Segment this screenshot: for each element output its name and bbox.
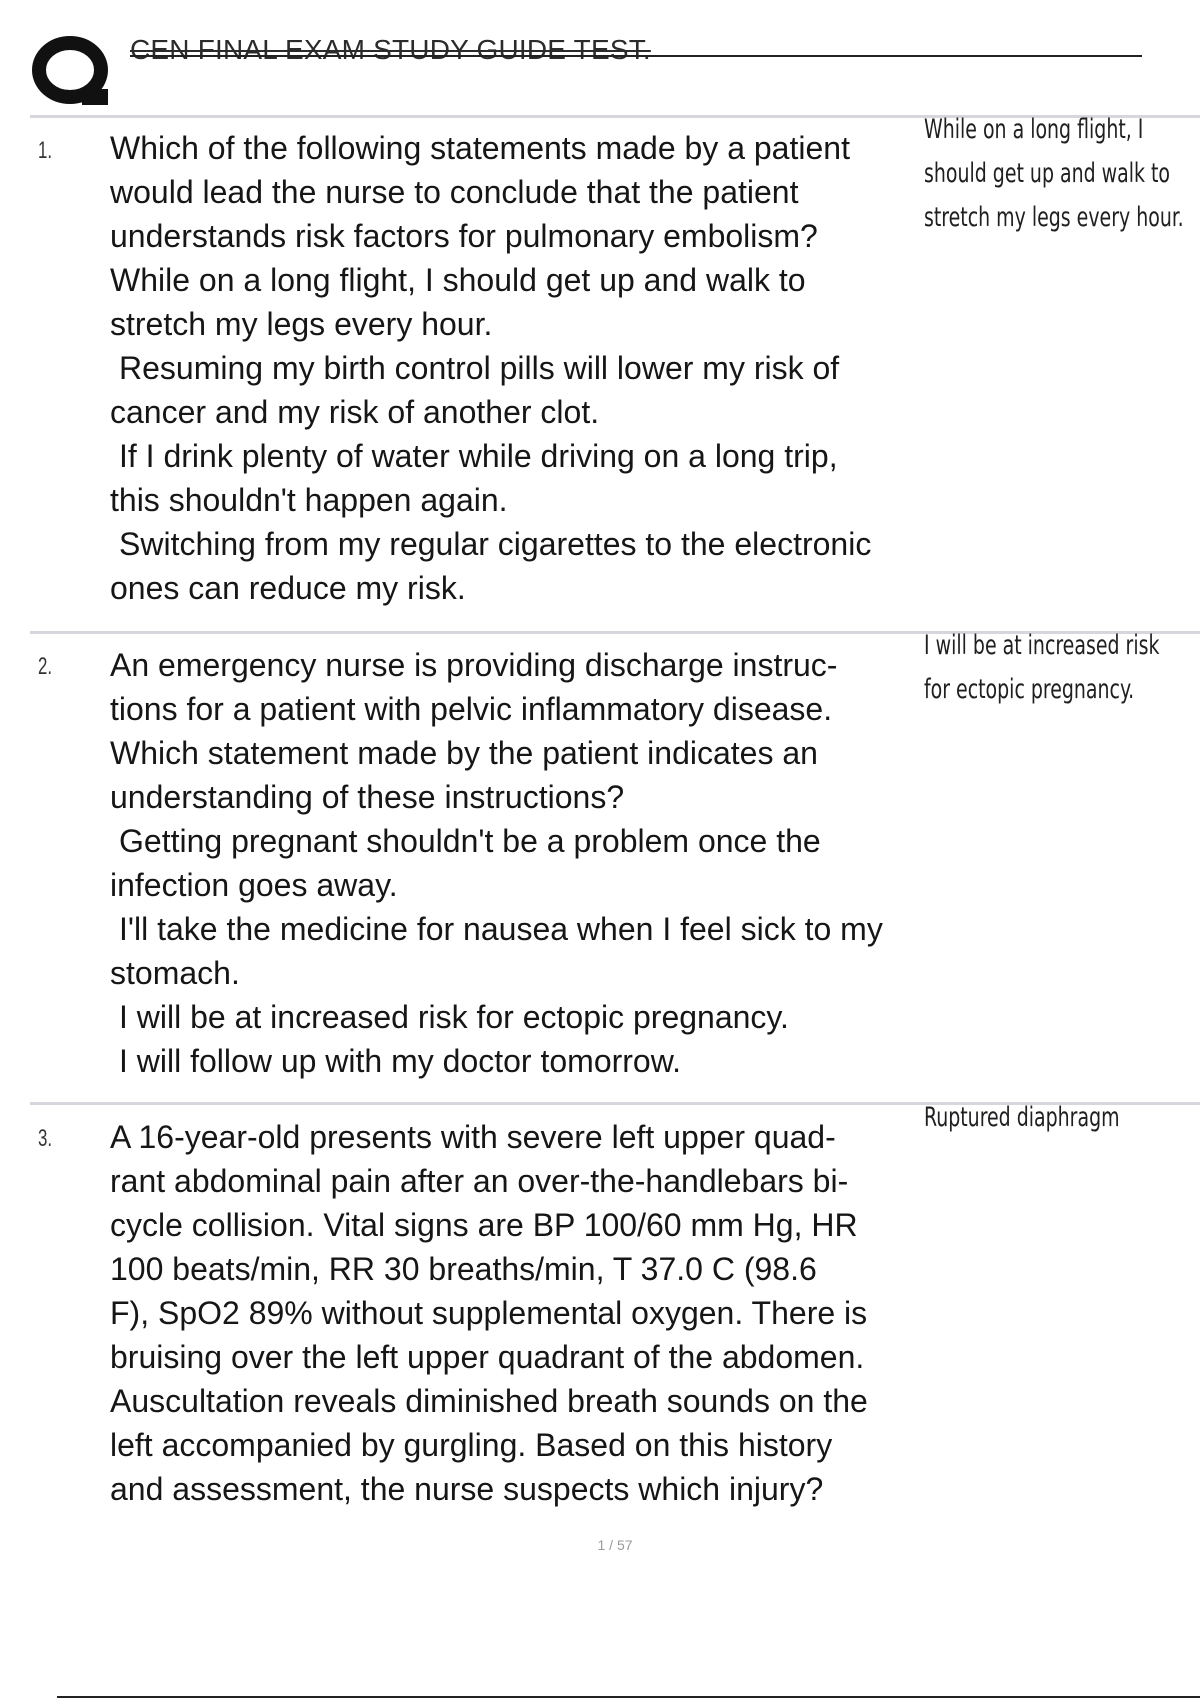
- document-title: CEN FINAL EXAM STUDY GUIDE TEST.: [130, 34, 651, 65]
- answer-option-line: I will be at increased risk for ectopic pregnancy.: [119, 999, 789, 1035]
- question-stem-line: left accompanied by gurgling. Based on this history: [110, 1427, 833, 1463]
- answer-line: stretch my legs every hour.: [924, 202, 1184, 233]
- question-1-body: [110, 126, 910, 610]
- answer-line: While on a long flight, I: [924, 114, 1144, 145]
- question-number: 1.: [38, 137, 53, 164]
- question-stem-line: cycle collision. Vital signs are BP 100/60 mm Hg, HR: [110, 1207, 858, 1243]
- question-stem-line: rant abdominal pain after an over-the-handlebars bi-: [110, 1163, 849, 1199]
- question-2-answer: [924, 624, 1200, 712]
- question-stem-line: F), SpO2 89% without supplemental oxygen. There is: [110, 1295, 868, 1331]
- answer-option-line: I will follow up with my doctor tomorrow.: [119, 1043, 681, 1079]
- answer-line: for ectopic pregnancy.: [924, 674, 1135, 705]
- answer-option-line: While on a long flight, I should get up and walk to: [110, 262, 806, 298]
- question-stem-line: Which of the following statements made by a patient: [110, 130, 850, 166]
- answer-option-line: stretch my legs every hour.: [110, 306, 493, 342]
- question-2-body: [110, 643, 910, 1083]
- answer-line: should get up and walk to: [924, 158, 1171, 189]
- q-logo-icon: [30, 33, 110, 109]
- question-stem-line: An emergency nurse is providing discharge instruc-: [110, 647, 838, 683]
- answer-line: Ruptured diaphragm: [924, 1102, 1120, 1133]
- question-stem-line: bruising over the left upper quadrant of the abdomen.: [110, 1339, 865, 1375]
- answer-option-line: cancer and my risk of another clot.: [110, 394, 600, 430]
- footer-rule: [57, 1696, 1200, 1698]
- answer-option-line: Resuming my birth control pills will lower my risk of: [119, 350, 840, 386]
- question-stem-line: Which statement made by the patient indicates an: [110, 735, 818, 771]
- question-1-answer: [924, 108, 1200, 240]
- answer-option-line: Getting pregnant shouldn't be a problem once the: [119, 823, 821, 859]
- answer-option-line: If I drink plenty of water while driving on a long trip,: [119, 438, 838, 474]
- question-3-answer: [924, 1096, 1200, 1140]
- answer-option-line: this shouldn't happen again.: [110, 482, 508, 518]
- question-stem-line: would lead the nurse to conclude that the patient: [110, 174, 799, 210]
- question-3-body: [110, 1115, 910, 1511]
- page-number: 1 / 57: [597, 1537, 633, 1553]
- question-stem-line: A 16-year-old presents with severe left upper quad-: [110, 1119, 836, 1155]
- answer-option-line: ones can reduce my risk.: [110, 570, 466, 606]
- question-stem-line: tions for a patient with pelvic inflammatory disease.: [110, 691, 833, 727]
- answer-line: I will be at increased risk: [924, 630, 1160, 661]
- answer-option-line: stomach.: [110, 955, 240, 991]
- answer-option-line: I'll take the medicine for nausea when I feel sick to my: [119, 911, 883, 947]
- question-stem-line: Auscultation reveals diminished breath sounds on the: [110, 1383, 868, 1419]
- question-stem-line: understanding of these instructions?: [110, 779, 625, 815]
- title-underline: [130, 55, 1142, 57]
- question-stem-line: and assessment, the nurse suspects which injury?: [110, 1471, 824, 1507]
- question-number: 3.: [38, 1125, 53, 1152]
- question-stem-line: 100 beats/min, RR 30 breaths/min, T 37.0 C (98.6: [110, 1251, 817, 1287]
- question-number: 2.: [38, 653, 53, 680]
- question-stem-line: understands risk factors for pulmonary embolism?: [110, 218, 818, 254]
- answer-option-line: Switching from my regular cigarettes to the electronic: [119, 526, 872, 562]
- answer-option-line: infection goes away.: [110, 867, 398, 903]
